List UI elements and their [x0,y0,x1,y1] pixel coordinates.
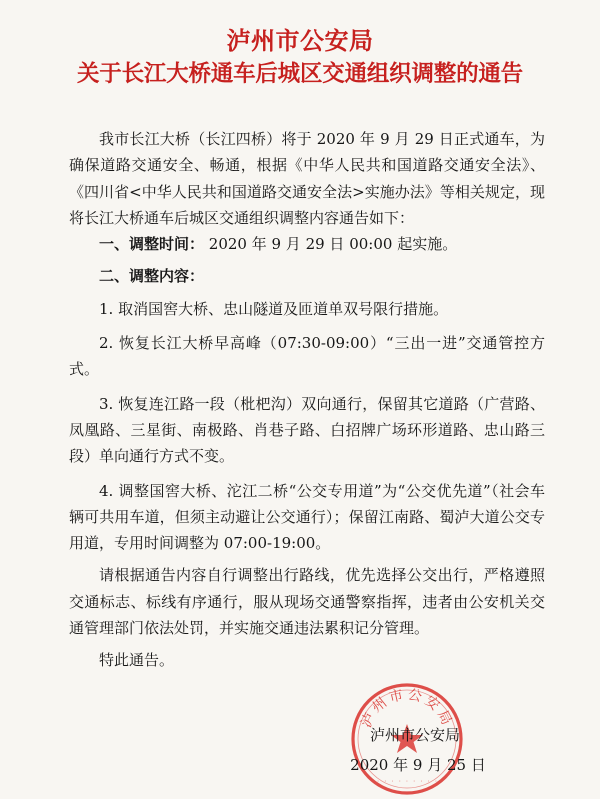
intro-paragraph: 我市长江大桥（长江四桥）将于 2020 年 9 月 29 日正式通车，为确保道路交通安全、畅通，根据《中华人民共和国道路交通安全法》、《四川省<中华人民共和国道路交通安全法>实施办法》等相关规定，现将长江大桥通车后城区交通组织调整内容通告如下： [69,130,545,227]
notice-paragraph: 请根据通告内容自行调整出行路线，优先选择公交出行，严格遵照交通标志、标线有序通行，服从现场交通警察指挥，违者由公安机关交通管理部门依法处罚，并实施交通违法累积记分管理。 [69,566,545,638]
document-header [0,24,600,90]
section-adjust-time [69,231,545,257]
signature-organization: 泸州市公安局 [369,726,460,744]
closing-line: 特此通告。 [99,651,175,670]
svg-text:泸州市公安局: 泸州市公安局 [358,686,456,731]
section-heading: 一、调整时间： [99,235,205,254]
svg-text:· · · · · · · · ·: · · · · · · · · · [376,778,438,785]
document-body [69,126,545,674]
list-item: 1. 取消国窖大桥、忠山隧道及匝道单双号限行措施。 [99,299,449,318]
document-title: 关于长江大桥通车后城区交通组织调整的通告 [76,61,523,87]
list-item: 4. 调整国窖大桥、沱江二桥“公交专用道”为“公交优先道”（社会车辆可共用车道，但须主动避让公交通行）；保留江南路、蜀泸大道公交专用道，专用时间调整为 07:00-19:00。 [69,481,545,553]
section-text: 2020 年 9 月 29 日 00:00 起实施。 [204,235,458,254]
list-item: 2. 恢复长江大桥早高峰（07:30-09:00）“三出一进”交通管控方式。 [69,334,545,379]
section-adjust-content: 二、调整内容： [99,267,205,286]
issuer-title: 泸州市公安局 [226,26,374,55]
signature-date: 2020 年 9 月 25 日 [350,756,486,774]
list-item: 3. 恢复连江路一段（枇杷沟）双向通行，保留其它道路（广营路、凤凰路、三星街、南极路、肖巷子路、白招牌广场环形道路、忠山路三段）单向通行方式不变。 [69,394,545,466]
